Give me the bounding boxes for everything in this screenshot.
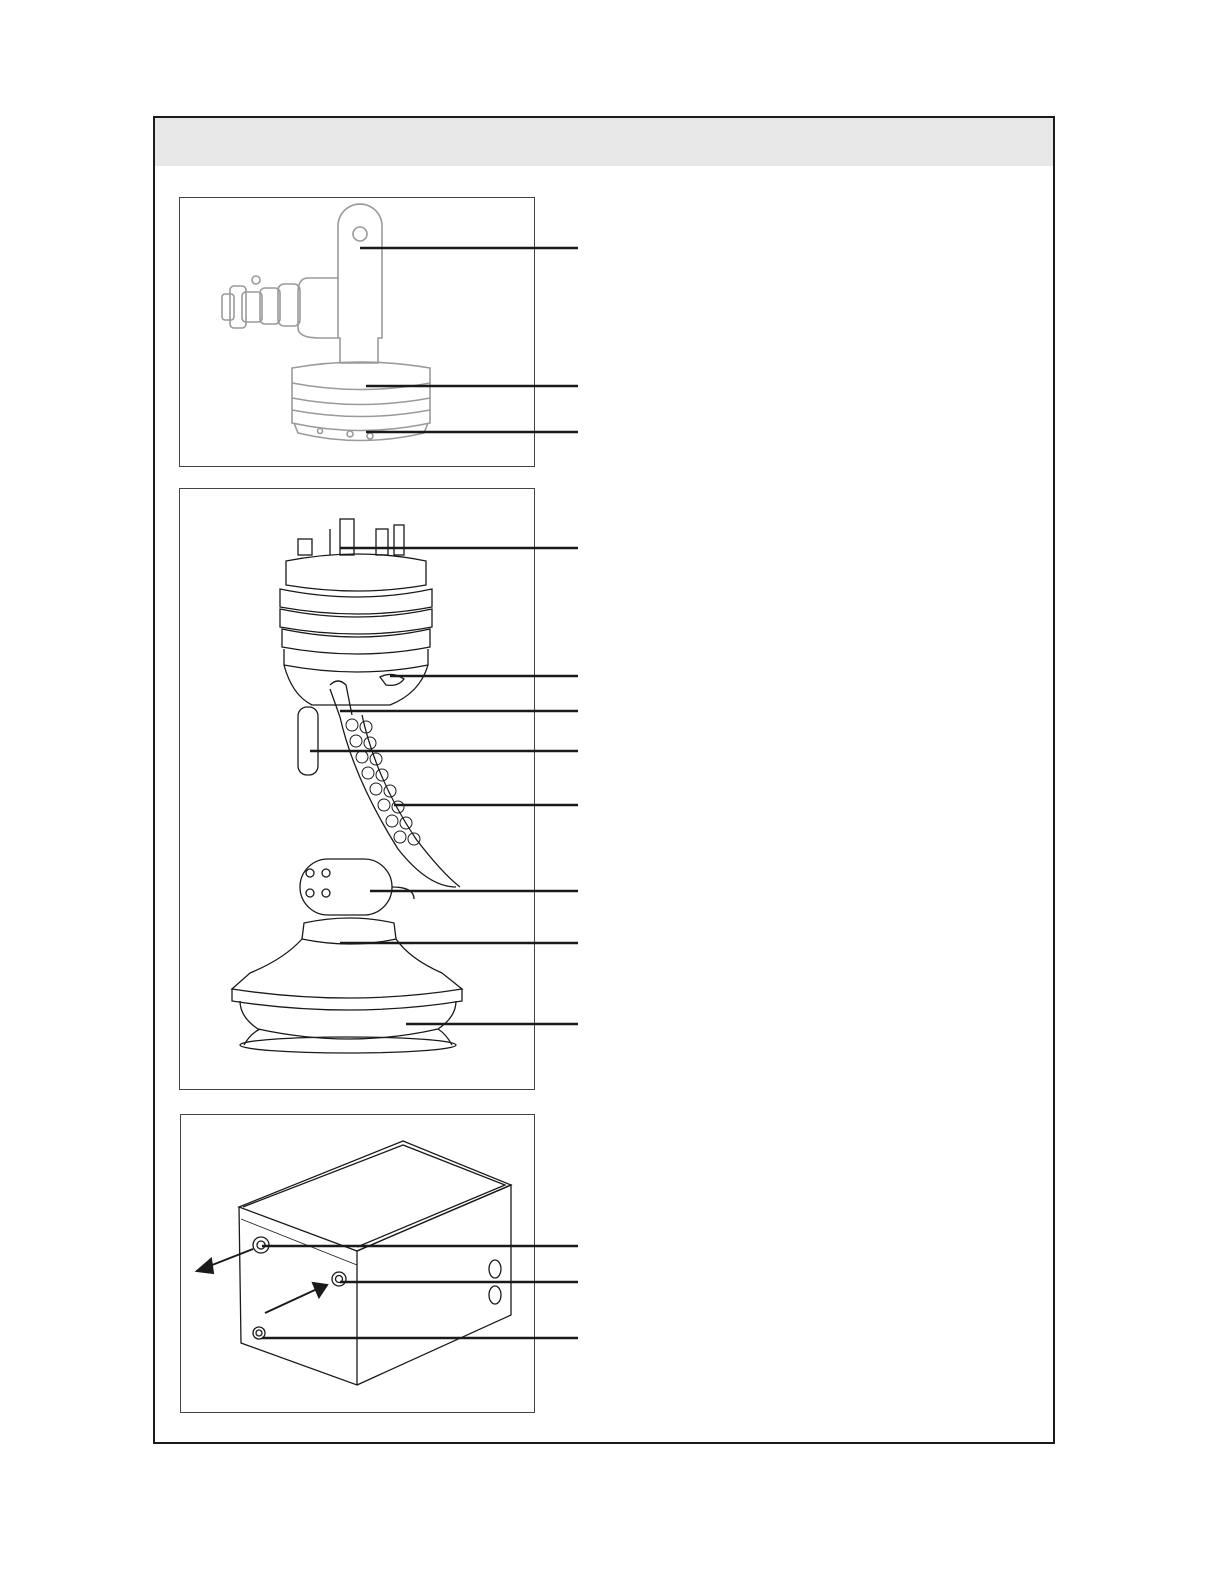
- figure-3-panel: [180, 1114, 535, 1413]
- inlet-arrow: [265, 1289, 317, 1313]
- outlet-arrow: [207, 1249, 253, 1267]
- figure-3-illustration: [181, 1115, 534, 1412]
- figure-1-illustration: [180, 198, 534, 466]
- figure-2-illustration: [180, 489, 534, 1089]
- header-band: [155, 118, 1053, 166]
- figure-1-panel: [179, 197, 535, 467]
- figure-2-panel: [179, 488, 535, 1090]
